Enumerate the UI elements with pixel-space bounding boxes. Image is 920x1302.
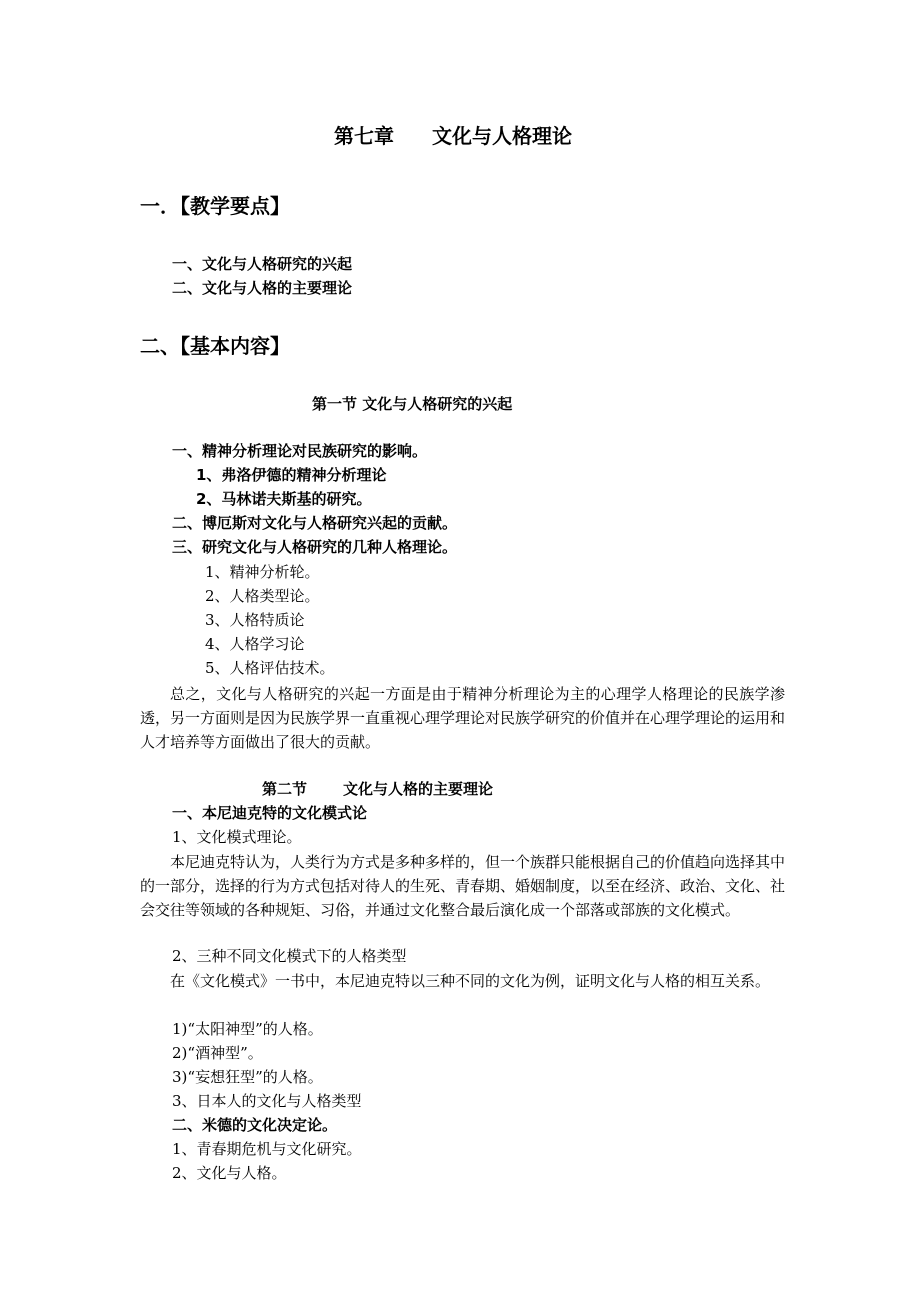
key-points-heading: 一．【教学要点】 [140, 194, 290, 218]
theory-heading: 一、本尼迪克特的文化模式论 [172, 804, 368, 822]
theory-list-item: 1、精神分析轮。 [205, 563, 320, 581]
theory-heading: 二、米德的文化决定论。 [172, 1116, 338, 1134]
key-point-item: 二、文化与人格的主要理论 [172, 279, 353, 297]
personality-type-item: 2)“酒神型”。 [172, 1044, 263, 1062]
subheading: 2、三种不同文化模式下的人格类型 [172, 947, 407, 965]
key-point-item: 一、文化与人格研究的兴起 [172, 255, 353, 273]
subheading: 3、日本人的文化与人格类型 [172, 1092, 362, 1110]
theory-list-item: 5、人格评估技术。 [205, 659, 335, 677]
outline-subitem: 1、弗洛伊德的精神分析理论 [196, 466, 387, 484]
theory-list-item: 4、人格学习论 [205, 635, 305, 653]
basic-content-heading: 二、【基本内容】 [140, 334, 290, 358]
outline-item: 一、精神分析理论对民族研究的影响。 [172, 442, 428, 460]
theory-list-item: 3、人格特质论 [205, 611, 305, 629]
section-title: 第一节 文化与人格研究的兴起 [312, 395, 513, 413]
theory-list-item: 2、人格类型论。 [205, 587, 320, 605]
chapter-number: 第七章 [334, 124, 394, 148]
list-item: 1、青春期危机与文化研究。 [172, 1140, 362, 1158]
list-item: 2、文化与人格。 [172, 1164, 287, 1182]
section-title-prefix: 第二节 [262, 780, 308, 798]
chapter-title: 文化与人格理论 [432, 124, 572, 148]
personality-type-item: 3)“妄想狂型”的人格。 [172, 1068, 323, 1086]
section-title: 文化与人格的主要理论 [343, 780, 494, 798]
outline-item: 二、博厄斯对文化与人格研究兴起的贡献。 [172, 514, 458, 532]
outline-subitem: 2、马林诺夫斯基的研究。 [196, 490, 372, 508]
personality-type-item: 1)“太阳神型”的人格。 [172, 1020, 323, 1038]
outline-item: 三、研究文化与人格研究的几种人格理论。 [172, 538, 458, 556]
subheading: 1、文化模式理论。 [172, 828, 302, 846]
body-paragraph: 本尼迪克特认为，人类行为方式是多种多样的，但一个族群只能根据自己的价值趋向选择其中的一部分，选择的行为方式包括对待人的生死、青春期、婚姻制度，以至在经济、政治、文化、社会交往等领域的各种规矩、习俗，并通过文化整合最后演化成一个部落或部族的文化模式。 [140, 853, 786, 919]
body-paragraph: 在《文化模式》一书中，本尼迪克特以三种不同的文化为例，证明文化与人格的相互关系。 [170, 972, 771, 990]
summary-paragraph: 总之，文化与人格研究的兴起一方面是由于精神分析理论为主的心理学人格理论的民族学渗透，另一方面则是因为民族学界一直重视心理学理论对民族学研究的价值并在心理学理论的运用和人才培养等方面做出了很大的贡献。 [140, 685, 786, 751]
